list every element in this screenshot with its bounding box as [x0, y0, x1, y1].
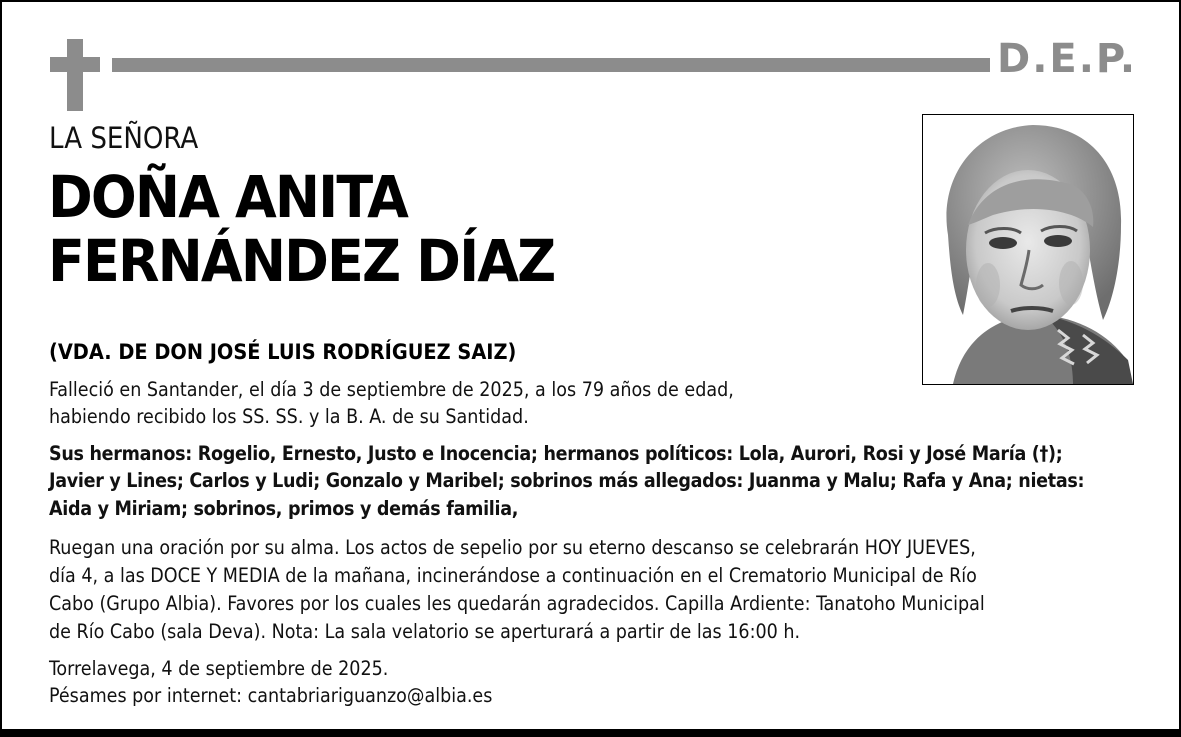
header-rule — [112, 58, 990, 72]
service-line: de Río Cabo (sala Deva). Nota: La sala velatorio se aperturará a partir de las 16:00 h. — [49, 620, 801, 643]
cross-icon — [50, 39, 100, 111]
service-line: día 4, a las DOCE Y MEDIA de la mañana, incinerándose a continuación en el Crematorio Municipal de Río — [49, 564, 977, 587]
family-line: Sus hermanos: Rogelio, Ernesto, Justo e Inocencia; hermanos políticos: Lola, Aurori, Rosi y José María (†); — [49, 442, 1063, 465]
widow-of: (VDA. DE DON JOSÉ LUIS RODRÍGUEZ SAIZ) — [49, 340, 517, 365]
death-notice-line: habiendo recibido los SS. SS. y la B. A. de su Santidad. — [49, 405, 529, 428]
name-line-1: DOÑA ANITA — [48, 163, 408, 231]
service-line: Ruegan una oración por su alma. Los actos de sepelio por su eterno descanso se celebrarán HOY JUEVES, — [49, 536, 976, 559]
deceased-name — [48, 165, 554, 293]
portrait-photo — [922, 114, 1134, 385]
portrait-icon — [923, 115, 1133, 384]
name-line-2: FERNÁNDEZ DÍAZ — [48, 227, 555, 295]
place-date: Torrelavega, 4 de septiembre de 2025. — [49, 657, 389, 680]
service-line: Cabo (Grupo Albia). Favores por los cuales les quedarán agradecidos. Capilla Ardiente: Tanatoho Municipal — [49, 592, 985, 615]
death-notice-line: Falleció en Santander, el día 3 de septiembre de 2025, a los 79 años de edad, — [49, 378, 734, 401]
condolences-line: Pésames por internet: cantabriariguanzo@albia.es — [49, 684, 493, 707]
family-line: Javier y Lines; Carlos y Ludi; Gonzalo y Maribel; sobrinos más allegados: Juanma y Malu; Rafa y Ana; nietas: — [49, 469, 1085, 492]
family-line: Aida y Miriam; sobrinos, primos y demás familia, — [49, 497, 519, 520]
honorific: LA SEÑORA — [49, 121, 199, 155]
dep-label: D.E.P. — [997, 36, 1138, 82]
